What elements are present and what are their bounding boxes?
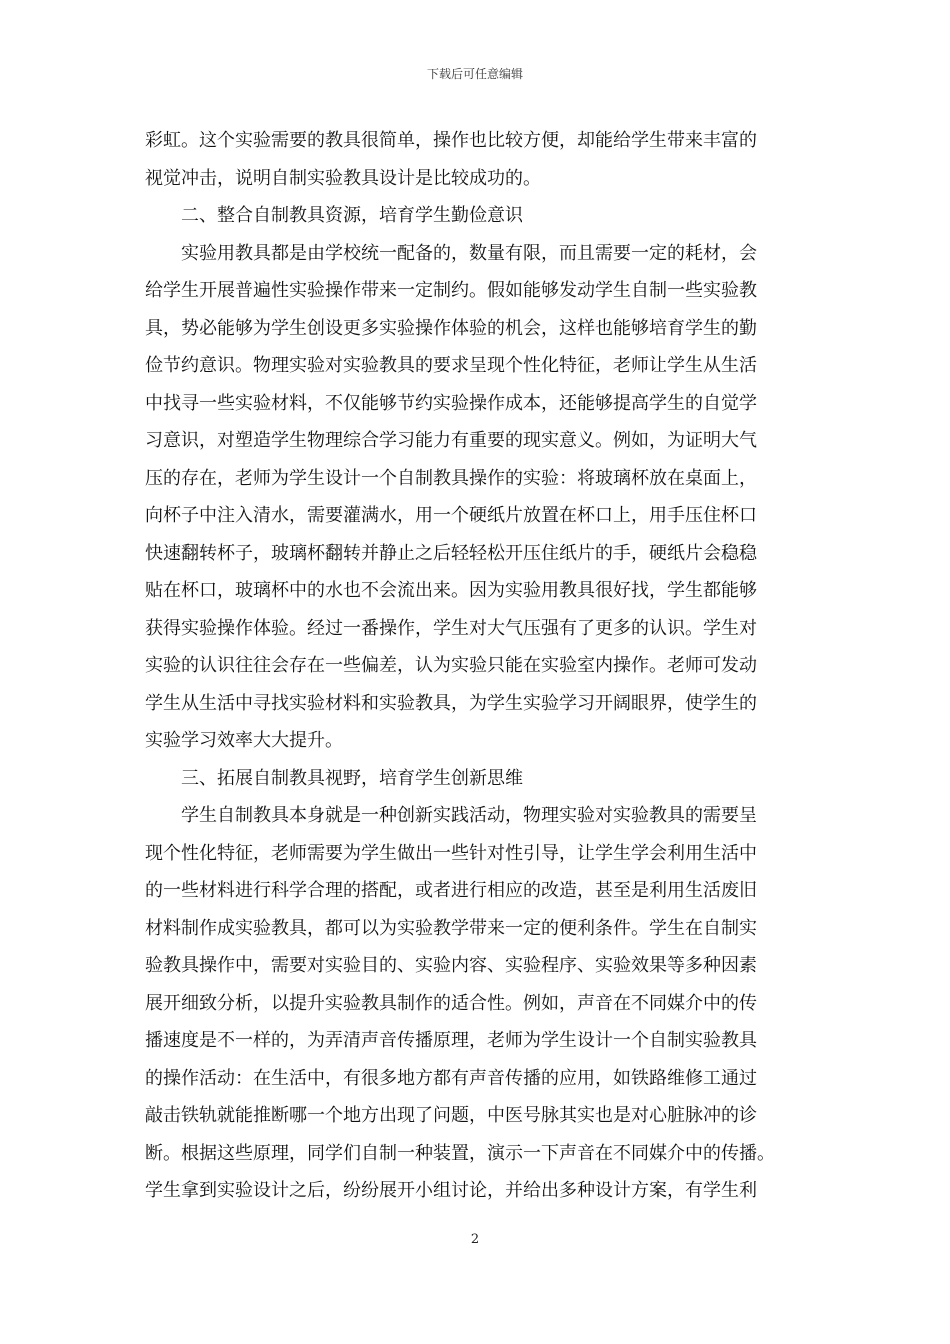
document-body [145,122,825,1210]
text-line: 学生拿到实验设计之后，纷纷展开小组讨论，并给出多种设计方案，有学生利 [145,1180,757,1201]
text-line: 播速度是不一样的，为弄清声音传播原理，老师为学生设计一个自制实验教具 [145,1030,757,1051]
section-heading: 三、拓展自制教具视野，培育学生创新思维 [181,767,523,789]
paragraph-start: 实验用教具都是由学校统一配备的，数量有限，而且需要一定的耗材，会 [181,242,757,264]
text-line: 习意识，对塑造学生物理综合学习能力有重要的现实意义。例如，为证明大气 [145,430,757,451]
text-line: 材料制作成实验教具，都可以为实验教学带来一定的便利条件。学生在自制实 [145,917,757,939]
section-heading: 二、整合自制教具资源，培育学生勤俭意识 [181,205,523,226]
text-line: 压的存在，老师为学生设计一个自制教具操作的实验：将玻璃杯放在桌面上， [145,467,757,489]
text-line: 现个性化特征，老师需要为学生做出一些针对性引导，让学生学会利用生活中 [145,842,757,864]
text-line: 实验学习效率大大提升。 [145,730,343,751]
text-line: 贴在杯口，玻璃杯中的水也不会流出来。因为实验用教具很好找，学生都能够 [145,580,757,601]
text-line: 敲击铁轨就能推断哪一个地方出现了问题，中医号脉其实也是对心脏脉冲的诊 [145,1105,757,1126]
text-line: 给学生开展普遍性实验操作带来一定制约。假如能够发动学生自制一些实验教 [145,280,757,301]
page-header: 下载后可任意编辑 [426,67,523,81]
text-line: 获得实验操作体验。经过一番操作，学生对大气压强有了更多的认识。学生对 [145,617,757,639]
text-line: 俭节约意识。物理实验对实验教具的要求呈现个性化特征，老师让学生从生活 [145,355,757,376]
text-line: 中找寻一些实验材料，不仅能够节约实验操作成本，还能够提高学生的自觉学 [145,392,757,414]
text-line: 学生从生活中寻找实验材料和实验教具，为学生实验学习开阔眼界，使学生的 [145,692,757,714]
text-line: 验教具操作中，需要对实验目的、实验内容、实验程序、实验效果等多种因素 [145,955,757,976]
text-line: 实验的认识往往会存在一些偏差，认为实验只能在实验室内操作。老师可发动 [145,655,757,676]
text-line: 彩虹。这个实验需要的教具很简单，操作也比较方便，却能给学生带来丰富的 [145,130,757,151]
page-number: 2 [470,1232,480,1247]
text-line: 视觉冲击，说明自制实验教具设计是比较成功的。 [145,167,541,189]
text-line: 断。根据这些原理，同学们自制一种装置，演示一下声音在不同媒介中的传播。 [145,1142,775,1164]
text-line: 快速翻转杯子，玻璃杯翻转并静止之后轻轻松开压住纸片的手，硬纸片会稳稳 [145,542,757,564]
text-line: 展开细致分析，以提升实验教具制作的适合性。例如，声音在不同媒介中的传 [145,992,757,1014]
paragraph-start: 学生自制教具本身就是一种创新实践活动，物理实验对实验教具的需要呈 [181,805,757,826]
text-line: 具，势必能够为学生创设更多实验操作体验的机会，这样也能够培育学生的勤 [145,317,757,339]
text-line: 的操作活动：在生活中，有很多地方都有声音传播的应用，如铁路维修工通过 [145,1067,757,1089]
text-line: 向杯子中注入清水，需要灌满水，用一个硬纸片放置在杯口上，用手压住杯口 [145,505,757,526]
text-line: 的一些材料进行科学合理的搭配，或者进行相应的改造，甚至是利用生活废旧 [145,880,757,901]
